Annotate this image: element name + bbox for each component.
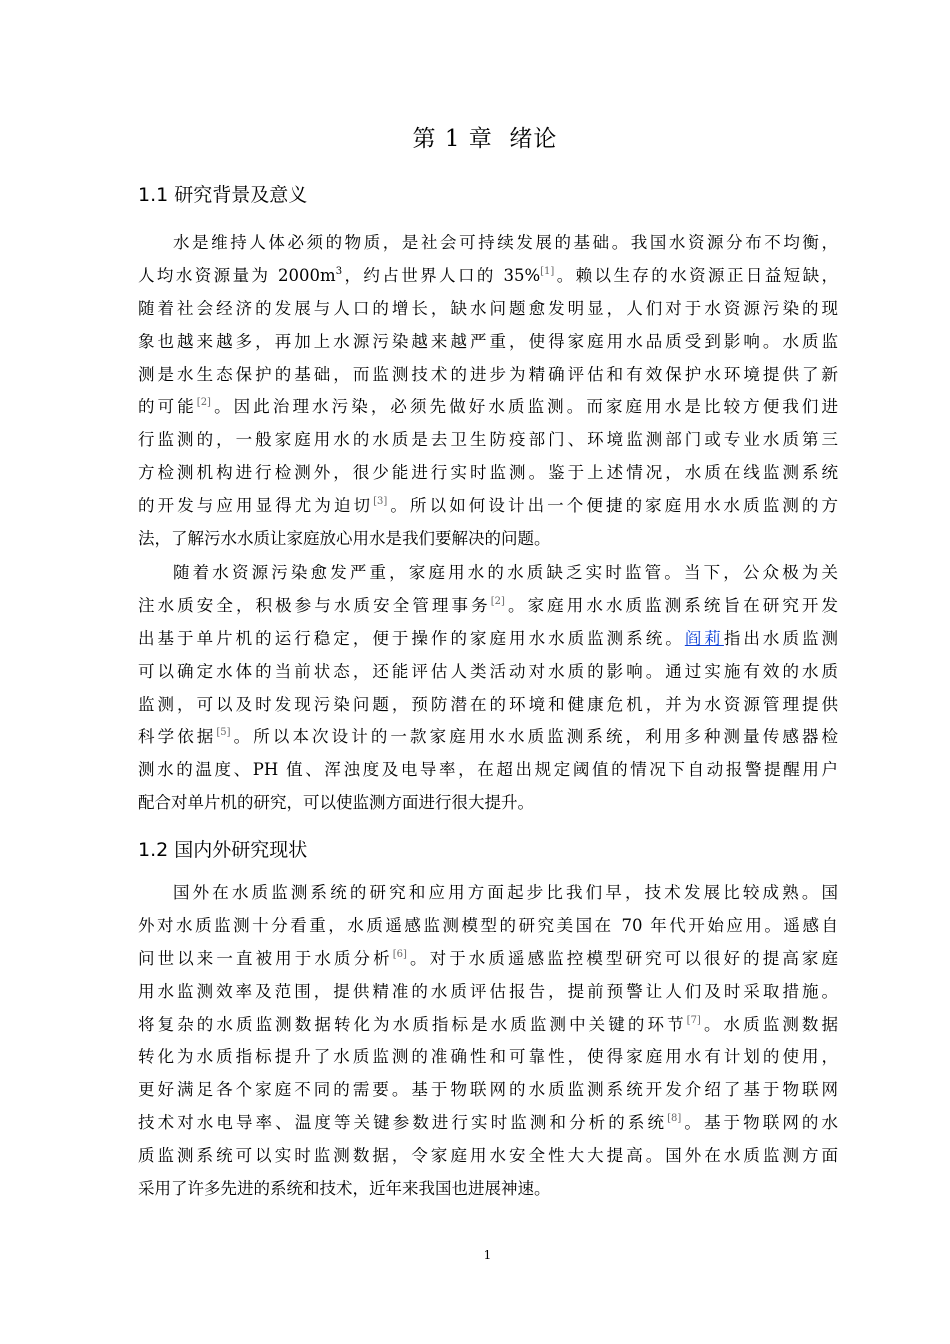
text-run: 的开发与应用显得尤为迫切 bbox=[138, 496, 374, 516]
text-run: 出基于单片机的运行稳定，便于操作的家庭用水水质监测系统。 bbox=[138, 628, 685, 648]
paragraph-line: 用水监测效率及范围，提供精准的水质评估报告，提前预警让人们及时采取措施。 bbox=[138, 981, 838, 1001]
paragraph-line: 象也越来越多，再加上水源污染越来越严重，使得家庭用水品质受到影响。水质监 bbox=[138, 331, 838, 351]
text-run: ，约占世界人口的 35% bbox=[342, 265, 541, 285]
citation-ref: [5] bbox=[216, 727, 231, 739]
text-run: 。所以本次设计的一款家庭用水水质监测系统，利用多种测量传感器检 bbox=[230, 727, 839, 747]
citation-ref: [2] bbox=[490, 595, 505, 607]
citation-ref: [8] bbox=[667, 1113, 682, 1125]
text-run: 问世以来一直被用于水质分析 bbox=[138, 948, 393, 968]
paragraph-line: 测是水生态保护的基础，而监测技术的进步为精确评估和有效保护水环境提供了新 bbox=[138, 364, 838, 384]
section-title-1-2: 1.2 国内外研究现状 bbox=[138, 839, 308, 861]
paragraph-line: 测水的温度、PH 值、浑浊度及电导率，在超出规定阈值的情况下自动报警提醒用户 bbox=[138, 760, 838, 780]
paragraph-line: 方检测机构进行检测外，很少能进行实时监测。鉴于上述情况，水质在线监测系统 bbox=[138, 463, 838, 483]
paragraph-line: 转化为水质指标提升了水质监测的准确性和可靠性，使得家庭用水有计划的使用， bbox=[138, 1047, 838, 1067]
citation-ref: [7] bbox=[686, 1014, 701, 1026]
author-link[interactable]: 阎莉 bbox=[684, 628, 724, 648]
text-run: 。家庭用水水质监测系统旨在研究开发 bbox=[504, 595, 839, 615]
section-title-1-1: 1.1 研究背景及意义 bbox=[138, 184, 308, 206]
paragraph-line bbox=[138, 943, 838, 976]
text-run: 技术对水电导率、温度等关键参数进行实时监测和分析的系统 bbox=[138, 1113, 668, 1133]
superscript-unit: 3 bbox=[335, 265, 343, 277]
text-run: 。水质监测数据 bbox=[700, 1014, 839, 1034]
text-run: 将复杂的水质监测数据转化为水质指标是水质监测中关键的环节 bbox=[138, 1014, 687, 1034]
text-run: 。所以如何设计出一个便捷的家庭用水水质监测的方 bbox=[387, 496, 839, 516]
paragraph-line bbox=[138, 623, 838, 656]
paragraph-line: 水是维持人体必须的物质，是社会可持续发展的基础。我国水资源分布不均衡， bbox=[173, 233, 838, 252]
text-run: 的可能 bbox=[138, 397, 197, 417]
citation-ref: [1] bbox=[540, 265, 555, 277]
text-run: 。基于物联网的水 bbox=[681, 1113, 839, 1133]
paragraph-line: 可以确定水体的当前状态，还能评估人类活动对水质的影响。通过实施有效的水质 bbox=[138, 661, 838, 681]
paragraph-line: 外对水质监测十分看重，水质遥感监测模型的研究美国在 70 年代开始应用。遥感自 bbox=[138, 915, 838, 935]
citation-ref: [6] bbox=[392, 948, 407, 960]
paragraph-line: 监测，可以及时发现污染问题，预防潜在的环境和健康危机，并为水资源管理提供 bbox=[138, 694, 838, 714]
page-number: 1 bbox=[483, 1248, 492, 1262]
citation-ref: [2] bbox=[196, 397, 211, 409]
paragraph-line: 法，了解污水水质让家庭放心用水是我们要解决的问题。 bbox=[138, 529, 551, 549]
text-run: 科学依据 bbox=[138, 727, 217, 747]
paragraph-line: 随着社会经济的发展与人口的增长，缺水问题愈发明显，人们对于水资源污染的现 bbox=[138, 298, 838, 318]
paragraph-line bbox=[138, 721, 838, 754]
paragraph-research-status bbox=[138, 877, 838, 1206]
paragraph-line: 随着水资源污染愈发严重，家庭用水的水质缺乏实时监管。当下，公众极为关 bbox=[173, 563, 838, 582]
paragraph-line bbox=[138, 490, 838, 523]
paragraph-line: 采用了许多先进的系统和技术，近年来我国也进展神速。 bbox=[138, 1179, 551, 1199]
text-run: 人均水资源量为 2000m bbox=[138, 265, 336, 285]
paragraph-line: 国外在水质监测系统的研究和应用方面起步比我们早，技术发展比较成熟。国 bbox=[173, 883, 838, 902]
paragraph-line bbox=[138, 1009, 838, 1042]
paragraph-line bbox=[138, 391, 838, 424]
paragraph-background bbox=[138, 227, 838, 556]
paragraph-system-purpose bbox=[138, 557, 838, 820]
paragraph-line bbox=[138, 590, 838, 623]
paragraph-line bbox=[138, 1107, 838, 1140]
paragraph-line: 行监测的，一般家庭用水的水质是去卫生防疫部门、环境监测部门或专业水质第三 bbox=[138, 430, 838, 450]
chapter-title: 第 1 章 绪论 bbox=[412, 126, 558, 152]
paragraph-line: 更好满足各个家庭不同的需要。基于物联网的水质监测系统开发介绍了基于物联网 bbox=[138, 1080, 838, 1100]
paragraph-line: 质监测系统可以实时监测数据，令家庭用水安全性大大提高。国外在水质监测方面 bbox=[138, 1146, 838, 1166]
text-run: 指出水质监测 bbox=[723, 628, 839, 648]
text-run: 。赖以生存的水资源正日益短缺， bbox=[554, 265, 839, 285]
citation-ref: [3] bbox=[373, 496, 388, 508]
paragraph-line bbox=[138, 260, 838, 293]
text-run: 。因此治理水污染，必须先做好水质监测。而家庭用水是比较方便我们进 bbox=[210, 397, 839, 417]
text-run: 注水质安全，积极参与水质安全管理事务 bbox=[138, 595, 491, 615]
text-run: 。对于水质遥感监控模型研究可以很好的提高家庭 bbox=[406, 948, 839, 968]
paragraph-line: 配合对单片机的研究，可以使监测方面进行很大提升。 bbox=[138, 793, 534, 813]
